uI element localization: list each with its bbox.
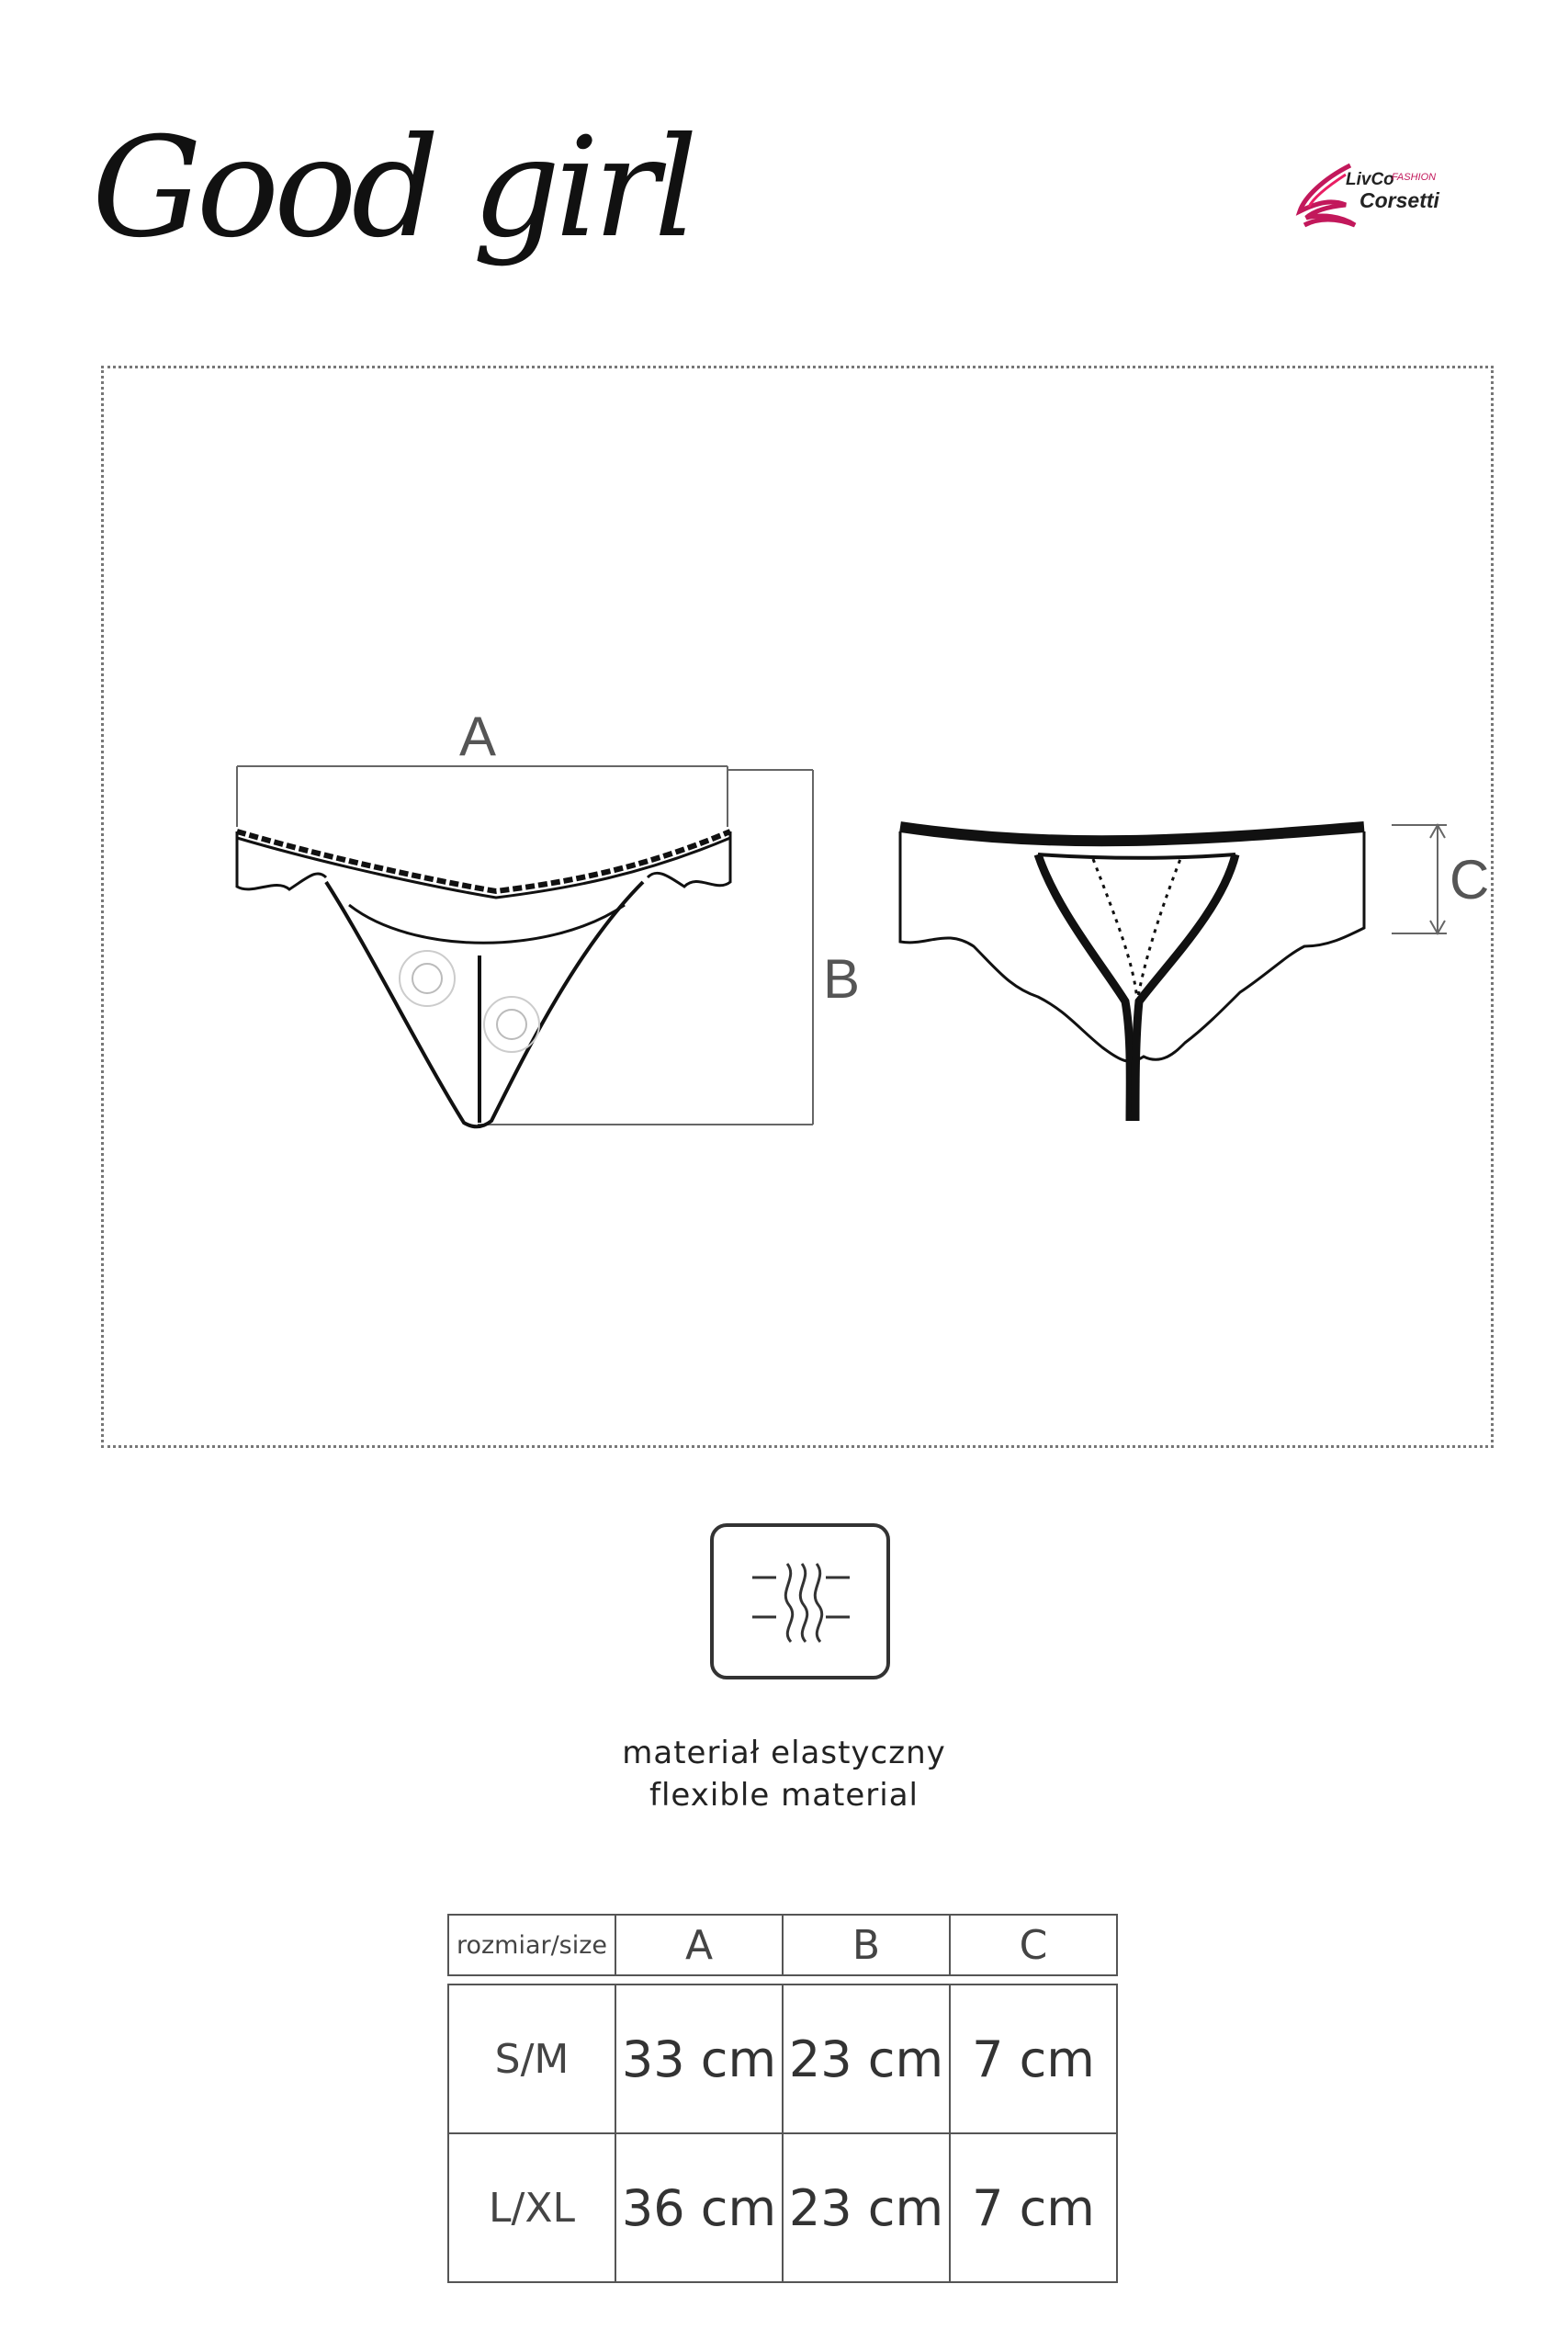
logo-text-livco: LivCo bbox=[1346, 170, 1394, 189]
size-table-header bbox=[448, 1915, 1117, 1975]
size-table bbox=[447, 1914, 1118, 2283]
header-cell-size: rozmiar/size bbox=[448, 1915, 615, 1975]
header-cell-c: C bbox=[950, 1915, 1117, 1975]
value-cell-c: 7 cm bbox=[950, 2133, 1117, 2282]
logo-text-corsetti: Corsetti bbox=[1359, 188, 1439, 212]
size-cell: S/M bbox=[448, 1984, 615, 2133]
table-row bbox=[448, 1984, 1117, 2133]
table-spacer bbox=[448, 1975, 1117, 1984]
table-row bbox=[448, 2133, 1117, 2282]
value-cell-a: 33 cm bbox=[615, 1984, 783, 2133]
front-view-garment bbox=[237, 831, 730, 1126]
dimension-b-label: B bbox=[823, 948, 861, 1010]
logo-text-fashion: FASHION bbox=[1392, 172, 1437, 183]
dimension-b-line bbox=[478, 770, 813, 1125]
value-cell-b: 23 cm bbox=[783, 2133, 950, 2282]
dimension-a-label: A bbox=[459, 706, 497, 767]
dimension-c-line bbox=[1392, 825, 1447, 933]
value-cell-c: 7 cm bbox=[950, 1984, 1117, 2133]
header-cell-a: A bbox=[615, 1915, 783, 1975]
back-view-garment bbox=[900, 827, 1364, 1121]
value-cell-b: 23 cm bbox=[783, 1984, 950, 2133]
stretch-waves-icon bbox=[710, 1523, 890, 1679]
product-title: Good girl bbox=[92, 108, 693, 268]
dimension-a-line bbox=[237, 766, 728, 827]
dimension-c-label: C bbox=[1450, 849, 1490, 910]
value-cell-a: 36 cm bbox=[615, 2133, 783, 2282]
care-label-en: flexible material bbox=[649, 1777, 919, 1814]
header-cell-b: B bbox=[783, 1915, 950, 1975]
care-label-pl: materiał elastyczny bbox=[622, 1735, 946, 1771]
size-cell: L/XL bbox=[448, 2133, 615, 2282]
